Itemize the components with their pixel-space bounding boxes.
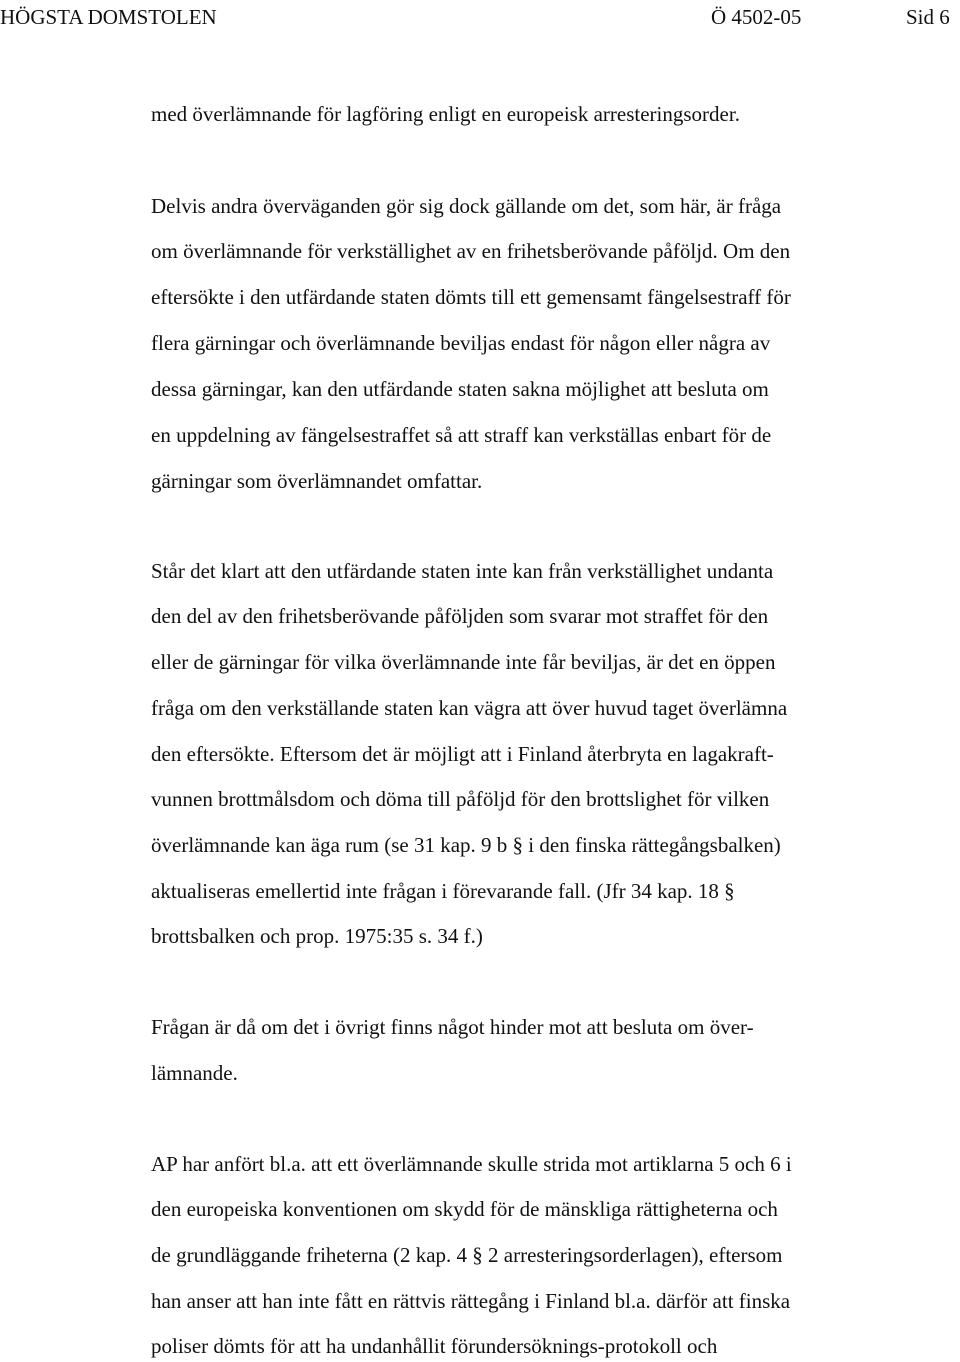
- text-line: dessa gärningar, kan den utfärdande staten sakna möjlighet att besluta om: [151, 377, 769, 401]
- text-line: Delvis andra överväganden gör sig dock gällande om det, som här, är fråga: [151, 194, 782, 218]
- text-line: aktualiseras emellertid inte frågan i förevarande fall. (Jfr 34 kap. 18 §: [151, 879, 735, 903]
- text-line: lämnande.: [151, 1061, 238, 1085]
- text-line: eftersökte i den utfärdande staten dömts till ett gemensamt fängelsestraff för: [151, 285, 791, 309]
- text-line: flera gärningar och överlämnande beviljas endast för någon eller några av: [151, 331, 771, 355]
- text-line: den eftersökte. Eftersom det är möjligt att i Finland återbryta en lagakraft-: [151, 742, 774, 766]
- text-line: han anser att han inte fått en rättvis rättegång i Finland bl.a. därför att finska: [151, 1289, 791, 1313]
- page-header: [0, 2, 960, 32]
- text-line: poliser dömts för att ha undanhållit förundersöknings-protokoll och: [151, 1334, 718, 1358]
- text-line: om överlämnande för verkställighet av en frihetsberövande påföljd. Om den: [151, 239, 791, 263]
- text-line: eller de gärningar för vilka överlämnande inte får beviljas, är det en öppen: [151, 650, 776, 674]
- text-line: vunnen brottmålsdom och döma till påföljd för den brottslighet för vilken: [151, 787, 770, 811]
- text-line: Frågan är då om det i övrigt finns något hinder mot att besluta om över-: [151, 1015, 754, 1039]
- text-line: gärningar som överlämnandet omfattar.: [151, 469, 483, 493]
- case-number: Ö 4502-05: [711, 5, 802, 29]
- text-line: med överlämnande för lagföring enligt en europeisk arresteringsorder.: [151, 102, 740, 126]
- text-line: Står det klart att den utfärdande staten inte kan från verkställighet undanta: [151, 559, 774, 583]
- text-line: överlämnande kan äga rum (se 31 kap. 9 b § i den finska rättegångsbalken): [151, 833, 781, 857]
- text-line: den europeiska konventionen om skydd för de mänskliga rättigheterna och: [151, 1197, 778, 1221]
- text-line: fråga om den verkställande staten kan vägra att över huvud taget överlämna: [151, 696, 788, 720]
- text-line: brottsbalken och prop. 1975:35 s. 34 f.): [151, 924, 483, 948]
- text-line: en uppdelning av fängelsestraffet så att straff kan verkställas enbart för de: [151, 423, 772, 447]
- text-line: den del av den frihetsberövande påföljden som svarar mot straffet för den: [151, 604, 769, 628]
- court-name: HÖGSTA DOMSTOLEN: [0, 5, 217, 29]
- text-line: AP har anfört bl.a. att ett överlämnande skulle strida mot artiklarna 5 och 6 i: [151, 1152, 792, 1176]
- page-number: Sid 6: [906, 5, 950, 29]
- text-line: de grundläggande friheterna (2 kap. 4 § 2 arresteringsorderlagen), eftersom: [151, 1243, 783, 1267]
